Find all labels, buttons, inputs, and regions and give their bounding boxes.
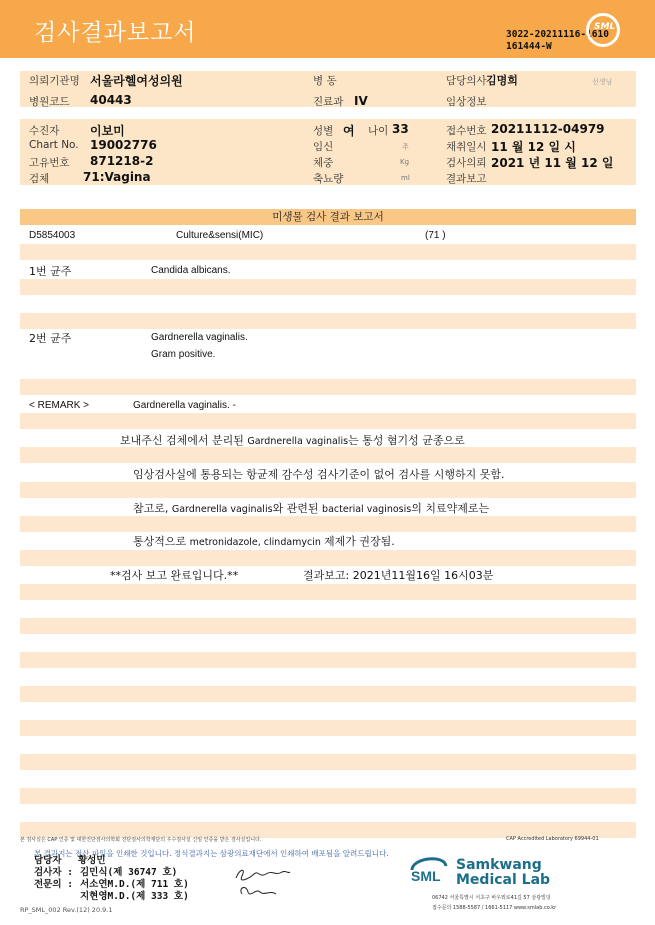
- patient-label: 수진자: [29, 125, 60, 137]
- chart-value: 19002776: [90, 138, 157, 152]
- organism-1-name: Candida albicans.: [151, 265, 231, 276]
- test-code: D5854003: [29, 230, 76, 241]
- pregnancy-unit: 주: [402, 143, 409, 151]
- remark-line-3: [133, 500, 489, 516]
- institution-value: 서울라헬여성의원: [90, 74, 183, 88]
- doctor-value: 김명희: [486, 74, 518, 87]
- remark-line-3-b: 와 관련된: [272, 502, 323, 515]
- request-value: 2021 년 11 월 12 일: [491, 156, 614, 170]
- ruled-row: [20, 379, 636, 395]
- doctor-label: 담당의사: [446, 75, 487, 87]
- ruled-row: [20, 447, 636, 463]
- hospital-code-label: 병원코드: [29, 96, 70, 108]
- report-time: 결과보고: 2021년11월16일 16시03분: [303, 569, 494, 582]
- organism-2-label: 2번 균주: [29, 332, 72, 345]
- ruled-row: [20, 413, 636, 429]
- remark-line-3-c: 의 치료약제로는: [411, 502, 490, 515]
- signature-icon: [232, 864, 292, 900]
- doctor-title: 선생님: [592, 78, 613, 86]
- receipt-value: 20211112-04979: [491, 122, 605, 136]
- report-reference-line1: 3022-20211116-1610: [506, 29, 609, 40]
- expert-label: 전문의 :: [34, 879, 73, 890]
- organism-2-gram: Gram positive.: [151, 349, 216, 360]
- remark-line-4-b: 제제가 권장됨.: [323, 535, 395, 548]
- cap-accreditation: CAP Accredited Laboratory 69944-01: [506, 836, 599, 842]
- ruled-row: [20, 788, 636, 804]
- remark-line-1-b: 는 통성 혐기성 균종으로: [348, 434, 465, 447]
- tester-label: 검사자 :: [34, 867, 73, 878]
- sex-label: 성별: [313, 125, 334, 137]
- remark-line-4: [133, 533, 395, 549]
- sml-logo-icon: [586, 13, 620, 47]
- lab-name-line1: Samkwang: [456, 857, 542, 873]
- id-label: 고유번호: [29, 157, 70, 169]
- ward-label: 병 동: [313, 75, 337, 87]
- report-complete: **검사 보고 완료입니다.**: [110, 569, 239, 582]
- weight-unit: Kg: [400, 158, 410, 166]
- expert-1: 서소연M.D.(제 711 호): [80, 879, 189, 890]
- dept-value: IV: [354, 94, 368, 108]
- sml-emblem-text: SML: [411, 868, 441, 884]
- organism-2-name: Gardnerella vaginalis.: [151, 332, 248, 343]
- lab-name-line2: Medical Lab: [456, 872, 551, 888]
- test-number: (71 ): [425, 230, 446, 241]
- remark-line-2: 임상검사실에 통용되는 항균제 감수성 검사기준이 없어 검사를 시행하지 못함.: [133, 468, 505, 481]
- lab-address: 06742 서울특별시 서초구 바우뫼로41길 57 삼광빌딩: [432, 895, 551, 901]
- sex-value: 여: [343, 124, 355, 138]
- expert-2: 지현영M.D.(제 333 호): [80, 891, 189, 902]
- sml-emblem-icon: [408, 852, 448, 884]
- remark-line-4-a: 통상적으로: [133, 535, 190, 548]
- specimen-label: 검체: [29, 173, 50, 185]
- ruled-row: [20, 754, 636, 770]
- specimen-value: 71:Vagina: [83, 170, 151, 184]
- request-label: 검사의뢰: [446, 157, 487, 169]
- report-date-label: 결과보고: [446, 173, 487, 185]
- collect-value: 11 월 12 일 시: [491, 140, 576, 154]
- remark-line-1: [120, 432, 465, 448]
- remark-label: < REMARK >: [29, 400, 90, 411]
- page-title: 검사결과보고서: [34, 20, 197, 46]
- age-label: 나이: [368, 125, 389, 137]
- organism-1-label: 1번 균주: [29, 265, 72, 278]
- form-code: RP_SML_002 Rev.(12) 20.9.1: [20, 906, 113, 914]
- ruled-row: [20, 279, 636, 295]
- remark-line-4-drugs: metronidazole, clindamycin: [189, 537, 324, 548]
- ruled-row: [20, 313, 636, 329]
- urine-label: 축뇨량: [313, 173, 344, 185]
- chart-label: Chart No.: [29, 139, 79, 151]
- test-name: Culture&sensi(MIC): [176, 230, 264, 241]
- weight-label: 체중: [313, 157, 334, 169]
- lab-name: [456, 858, 550, 888]
- ruled-row: [20, 720, 636, 736]
- patient-value: 이보미: [90, 124, 125, 138]
- print-notice: 본 결과지는 전산 파일을 인쇄한 것입니다. 정식결과지는 삼광의료재단에서 인쇄하여 배포됨을 알려드립니다.: [34, 849, 389, 858]
- remark-line-3-condition: bacterial vaginosis: [322, 504, 412, 515]
- pregnancy-label: 임신: [313, 141, 334, 153]
- hospital-code-value: 40443: [90, 93, 132, 107]
- staff-label: 담당자: [34, 855, 62, 866]
- collect-label: 채취일시: [446, 141, 487, 153]
- ruled-row: [20, 550, 636, 566]
- remark-line-1-organism: Gardnerella vaginalis: [247, 436, 349, 447]
- report-header: [0, 0, 655, 58]
- ruled-row: [20, 584, 636, 600]
- accreditation-note: 본 검사실은 CAP 인증 및 대한진단검사의학회 진단검사의학재단의 우수검사실 신임 인증을 받은 검사실입니다.: [20, 837, 262, 843]
- report-section-title: 미생물 검사 결과 보고서: [20, 209, 636, 225]
- tester-value: 김민식(제 36747 호): [80, 867, 178, 878]
- remark-line-3-a: 참고로,: [133, 502, 172, 515]
- clinical-info-label: 임상정보: [446, 96, 487, 108]
- ruled-row: [20, 686, 636, 702]
- receipt-label: 접수번호: [446, 125, 487, 137]
- staff-value: 황성민: [78, 855, 106, 866]
- lab-phone: 접수문의 1588-5587 / 1661-5117 www.smlab.co.kr: [432, 905, 557, 911]
- ruled-row: [20, 516, 636, 532]
- institution-label: 의뢰기관명: [29, 75, 80, 87]
- ruled-row: [20, 652, 636, 668]
- report-reference-line2: 161444-W: [506, 41, 552, 52]
- dept-label: 진료과: [313, 96, 344, 108]
- age-value: 33: [392, 122, 409, 136]
- ruled-row: [20, 618, 636, 634]
- ruled-row: [20, 482, 636, 498]
- remark-line-1-a: 보내주신 검체에서 분리된: [120, 434, 248, 447]
- sml-logo-text: SML: [594, 22, 616, 32]
- remark-text: Gardnerella vaginalis. -: [133, 400, 236, 411]
- ruled-row: [20, 244, 636, 260]
- remark-line-3-organism: Gardnerella vaginalis: [171, 504, 273, 515]
- urine-unit: ml: [401, 174, 410, 182]
- id-value: 871218-2: [90, 154, 154, 168]
